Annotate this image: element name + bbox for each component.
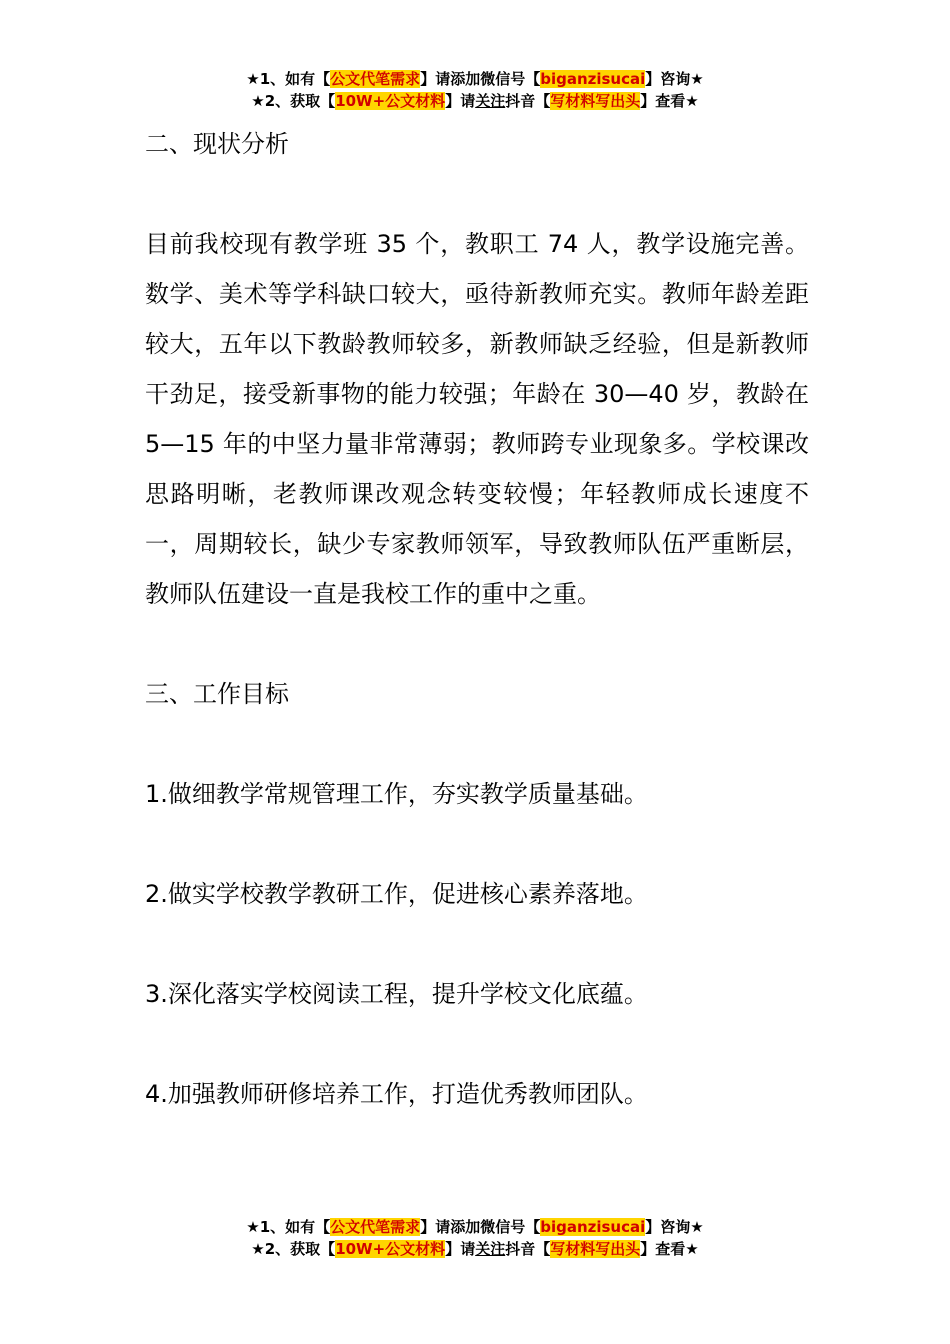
status-paragraph: 目前我校现有教学班 35 个，教职工 74 人，教学设施完善。数学、美术等学科缺口较大，亟待新教师充实。教师年龄差距较大，五年以下教龄教师较多，新教师缺乏经验，但是新教师干劲足，接受新事物的能力较强；年龄在 30—40 岁，教龄在 5—15 年的中坚力量非常薄弱；教师跨专业现象多。学校课改思路明晰，老教师课改观念转变较慢；年轻教师成长速度不一，周期较长，缺少专家教师领军，导致教师队伍严重断层，教师队伍建设一直是我校工作的重中之重。	[145, 230, 809, 608]
banner-text: ★1、如有【	[246, 1218, 331, 1236]
banner-underlined-text: 关注	[475, 1240, 506, 1258]
banner-line-1	[0, 1216, 950, 1238]
banner-text: 抖音【	[505, 92, 551, 110]
goal-item: 2.做实学校教学教研工作，促进核心素养落地。	[145, 880, 648, 908]
paragraph-spacer	[145, 919, 809, 969]
banner-line-1	[0, 68, 950, 90]
section-heading-goals: 三、工作目标	[145, 680, 289, 708]
paragraph-spacer	[145, 1019, 809, 1069]
banner-line-2	[0, 1238, 950, 1260]
paragraph-spacer	[145, 819, 809, 869]
goal-item: 1.做细教学常规管理工作，夯实教学质量基础。	[145, 780, 648, 808]
banner-highlight: 公文代笔需求	[330, 70, 421, 88]
banner-text: 】请	[445, 1240, 476, 1258]
banner-highlight: 写材料写出头	[550, 1240, 641, 1258]
banner-text: 】请添加微信号【	[420, 70, 541, 88]
header-banner	[0, 68, 950, 112]
banner-highlight: biganzisucai	[540, 70, 646, 88]
document-body	[145, 119, 809, 1119]
banner-text: 抖音【	[505, 1240, 551, 1258]
section-heading-status: 二、现状分析	[145, 130, 289, 158]
banner-text: 】查看★	[640, 1240, 699, 1258]
banner-highlight: 公文代笔需求	[330, 1218, 421, 1236]
banner-highlight: 写材料写出头	[550, 92, 641, 110]
goal-item: 3.深化落实学校阅读工程，提升学校文化底蕴。	[145, 980, 648, 1008]
banner-text: 】咨询★	[645, 1218, 704, 1236]
paragraph-spacer	[145, 169, 809, 219]
banner-highlight: 10W+公文材料	[335, 1240, 446, 1258]
banner-text: ★2、获取【	[251, 92, 336, 110]
paragraph-spacer	[145, 619, 809, 669]
banner-text: ★2、获取【	[251, 1240, 336, 1258]
banner-highlight: biganzisucai	[540, 1218, 646, 1236]
paragraph-spacer	[145, 719, 809, 769]
footer-banner	[0, 1216, 950, 1260]
banner-text: 】查看★	[640, 92, 699, 110]
banner-text: 】请	[445, 92, 476, 110]
banner-text: 】咨询★	[645, 70, 704, 88]
goal-item: 4.加强教师研修培养工作，打造优秀教师团队。	[145, 1080, 648, 1108]
banner-line-2	[0, 90, 950, 112]
banner-text: 】请添加微信号【	[420, 1218, 541, 1236]
banner-highlight: 10W+公文材料	[335, 92, 446, 110]
banner-text: ★1、如有【	[246, 70, 331, 88]
banner-underlined-text: 关注	[475, 92, 506, 110]
